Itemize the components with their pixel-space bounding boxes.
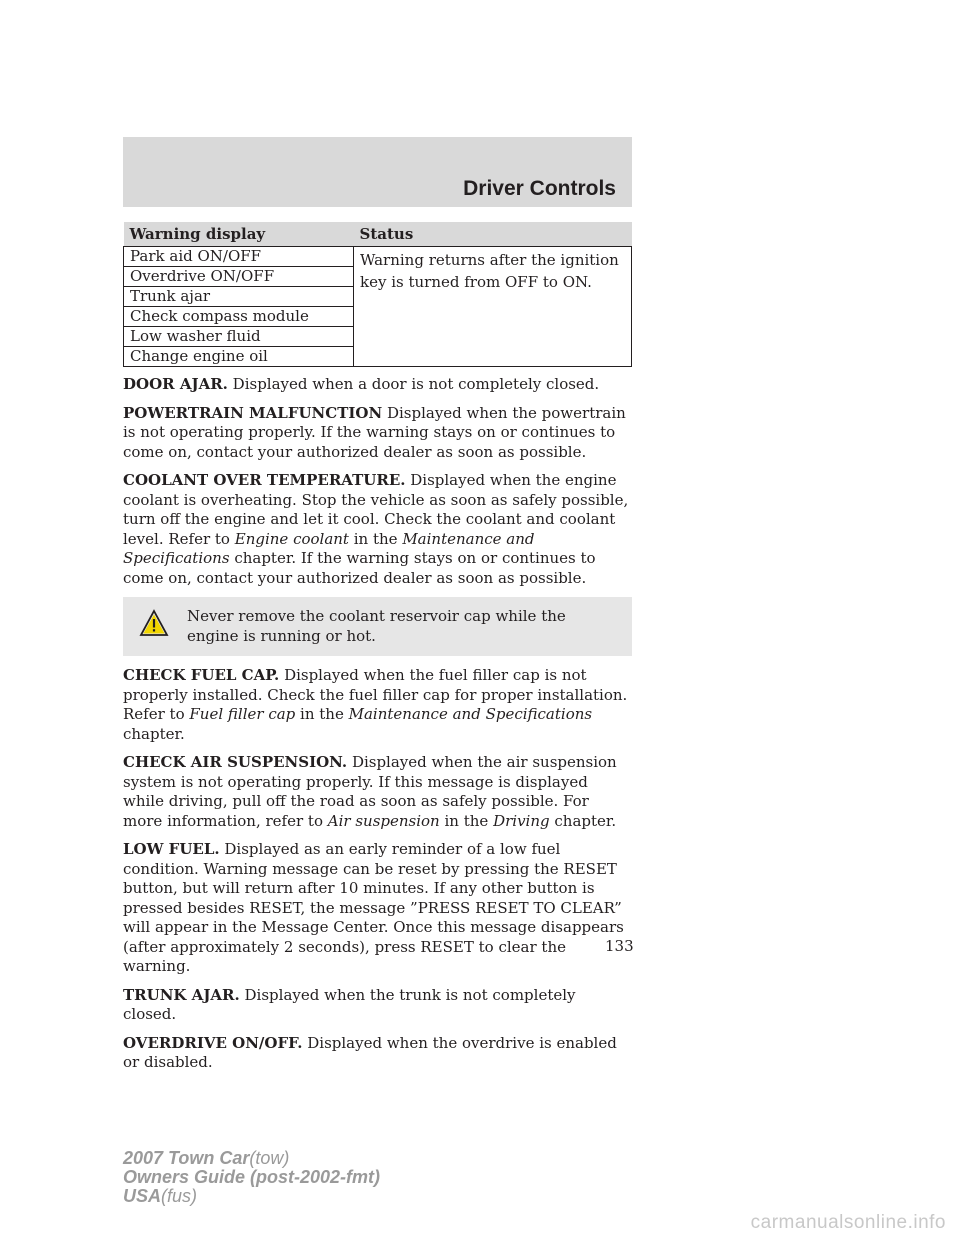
footer-market: USA xyxy=(123,1186,162,1206)
body-text: in the xyxy=(353,529,398,548)
body-text: Displayed when the trunk is not completely closed. xyxy=(123,985,576,1023)
table-status-cell: Warning returns after the ignition key is turned from OFF to ON. xyxy=(354,247,632,367)
footer-model-code: (tow) xyxy=(249,1148,290,1168)
body-text: chapter. xyxy=(554,811,617,830)
table-row: Change engine oil xyxy=(124,347,354,367)
header-band xyxy=(123,137,632,207)
body-text: Displayed as an early reminder of a low fuel condition. Warning message can be reset by pressing the RESET button, but will return after 10 minutes. If any other button is pressed besides RESET, the message ”PRESS RESET TO CLEAR” will appear in the Message Center. Once this message disappears (after approximately 2 seconds), press RESET to clear the warning. xyxy=(123,840,624,975)
table-row: Trunk ajar xyxy=(124,287,354,307)
table-row: Low washer fluid xyxy=(124,327,354,347)
term: CHECK AIR SUSPENSION. xyxy=(123,753,348,771)
warning-table xyxy=(123,222,632,367)
table-row: Check compass module xyxy=(124,307,354,327)
table-header-warning-display: Warning display xyxy=(124,222,354,247)
page-content xyxy=(123,222,632,1082)
paragraph-fuel-cap xyxy=(123,666,632,744)
term: LOW FUEL. xyxy=(123,840,220,858)
body-text: chapter. If the warning stays on or continues to come on, contact your authorized dealer as soon as possible. xyxy=(123,549,596,587)
cross-reference: Engine coolant xyxy=(234,529,349,548)
term: DOOR AJAR. xyxy=(123,375,228,393)
paragraph-low-fuel xyxy=(123,840,632,977)
document-footer xyxy=(123,1149,380,1206)
term: COOLANT OVER TEMPERATURE. xyxy=(123,471,406,489)
page-number: 133 xyxy=(605,937,634,955)
warning-triangle-icon xyxy=(139,609,169,637)
paragraph-overdrive xyxy=(123,1034,632,1073)
body-text: Displayed when the powertrain is not operating properly. If the warning stays on or continues to come on, contact your authorized dealer as soon as possible. xyxy=(123,403,626,461)
paragraph-air-suspension xyxy=(123,753,632,831)
term: CHECK FUEL CAP. xyxy=(123,666,280,684)
term: TRUNK AJAR. xyxy=(123,985,240,1004)
chapter-reference: Maintenance and Specifications xyxy=(123,529,535,567)
warning-text: Never remove the coolant reservoir cap while the engine is running or hot. xyxy=(187,607,566,645)
body-text: in the xyxy=(444,811,489,830)
body-text: Displayed when the fuel filler cap is not properly installed. Check the fuel filler cap for proper installation. Refer to xyxy=(123,666,628,723)
body-text: in the xyxy=(300,705,344,723)
chapter-reference: Maintenance and Specifications xyxy=(348,705,593,723)
watermark: carmanualsonline.info xyxy=(750,1212,946,1233)
footer-model: 2007 Town Car xyxy=(123,1148,250,1168)
paragraph-door-ajar xyxy=(123,375,632,395)
body-text: chapter. xyxy=(123,724,185,743)
cross-reference: Air suspension xyxy=(327,811,440,830)
cross-reference: Fuel filler cap xyxy=(189,705,296,723)
warning-callout xyxy=(123,597,632,656)
table-row: Park aid ON/OFF xyxy=(124,247,354,267)
term: POWERTRAIN MALFUNCTION xyxy=(123,403,383,422)
footer-guide: Owners Guide (post-2002-fmt) xyxy=(123,1167,381,1187)
paragraph-coolant xyxy=(123,471,632,588)
paragraph-trunk-ajar xyxy=(123,986,632,1025)
body-text: Displayed when the air suspension system is not operating properly. If this message is displayed while driving, pull off the road as soon as safely possible. For more information, refer to xyxy=(123,753,617,830)
body-text: Displayed when the engine coolant is overheating. Stop the vehicle as soon as safely possible, turn off the engine and let it cool. Check the coolant and coolant level. Refer to xyxy=(123,471,629,548)
table-row: Overdrive ON/OFF xyxy=(124,267,354,287)
body-text: Displayed when a door is not completely closed. xyxy=(232,375,600,393)
table-header-status: Status xyxy=(354,222,632,247)
chapter-reference: Driving xyxy=(493,811,550,830)
paragraph-powertrain xyxy=(123,404,632,463)
body-text: Displayed when the overdrive is enabled or disabled. xyxy=(123,1033,617,1071)
footer-market-code: (fus) xyxy=(161,1186,198,1206)
section-title: Driver Controls xyxy=(463,177,616,200)
term: OVERDRIVE ON/OFF. xyxy=(123,1033,303,1052)
